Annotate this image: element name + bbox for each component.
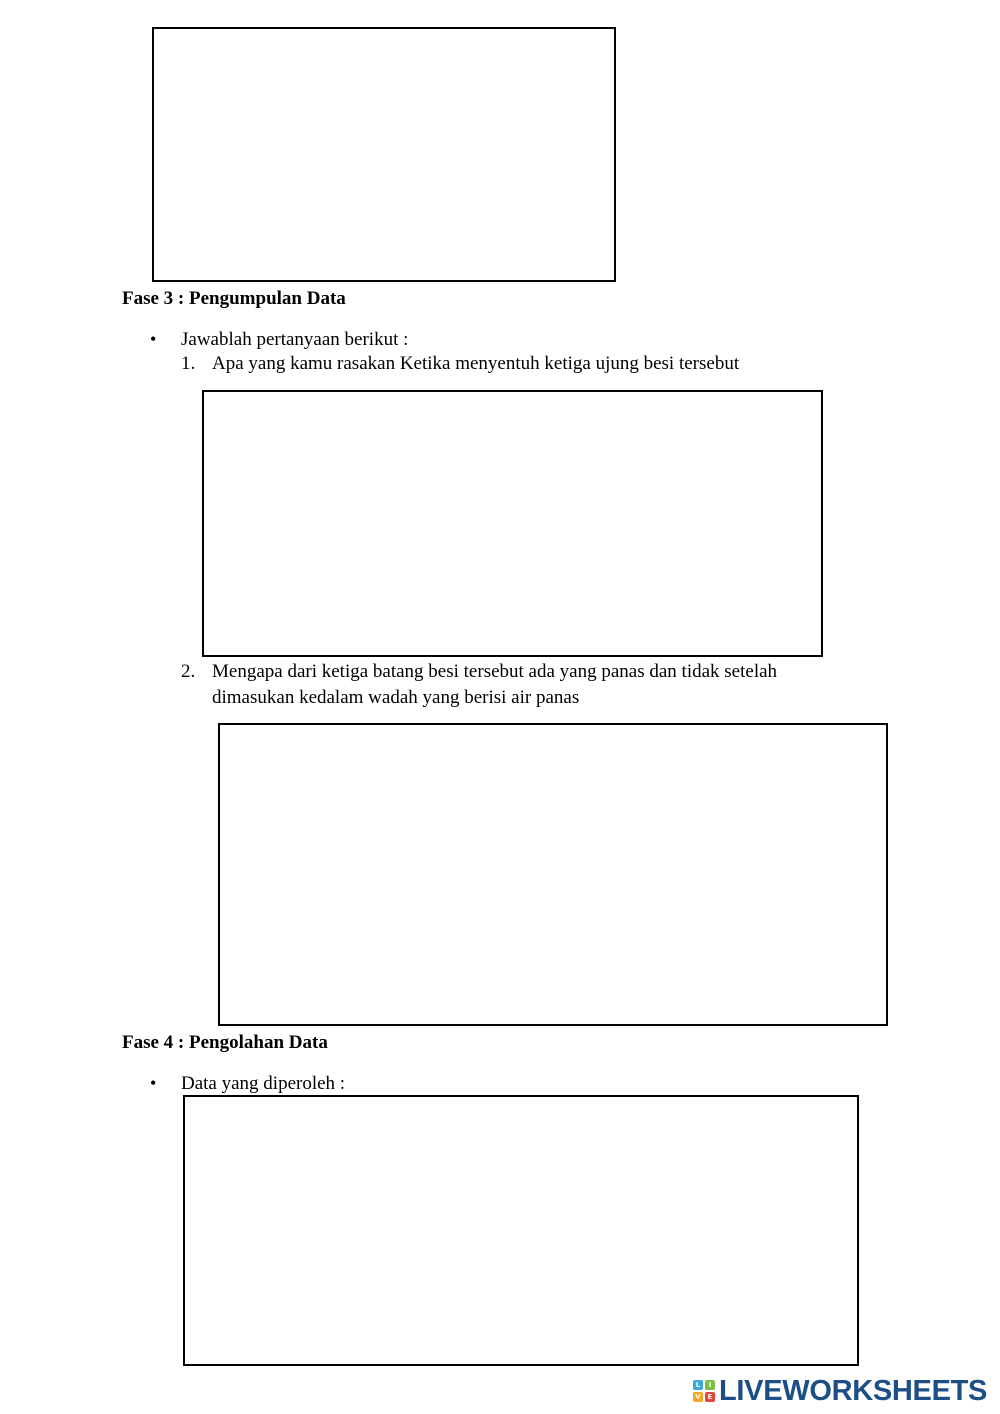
liveworksheets-logo-icon (693, 1380, 715, 1402)
liveworksheets-brand-text: LIVEWORKSHEETS (719, 1374, 988, 1407)
question-1 (181, 351, 861, 377)
phase4-instruction-text: Data yang diperoleh : (181, 1073, 346, 1094)
bullet-icon: • (150, 329, 157, 349)
phase4-instruction (150, 1072, 345, 1095)
answer-box-data[interactable] (183, 1095, 859, 1366)
phase4-heading: Fase 4 : Pengolahan Data (122, 1032, 328, 1053)
logo-square: E (705, 1392, 715, 1402)
answer-box-question-1[interactable] (202, 390, 823, 657)
question-2 (181, 659, 861, 711)
liveworksheets-logo (693, 1375, 987, 1407)
question-2-number: 2. (181, 661, 196, 682)
phase3-instruction (150, 328, 408, 351)
answer-box-question-2[interactable] (218, 723, 888, 1026)
question-1-number: 1. (181, 353, 196, 374)
logo-square: I (705, 1380, 715, 1390)
phase3-instruction-text: Jawablah pertanyaan berikut : (181, 329, 409, 350)
question-2-text: Mengapa dari ketiga batang besi tersebut ada yang panas dan tidak setelah dimasukan kedalam wadah yang berisi air panas (212, 661, 778, 708)
logo-square: V (693, 1392, 703, 1402)
phase3-heading: Fase 3 : Pengumpulan Data (122, 288, 346, 309)
bullet-icon: • (150, 1073, 157, 1093)
answer-box-top[interactable] (152, 27, 616, 282)
logo-square: L (693, 1380, 703, 1390)
question-1-text: Apa yang kamu rasakan Ketika menyentuh ketiga ujung besi tersebut (212, 353, 740, 374)
